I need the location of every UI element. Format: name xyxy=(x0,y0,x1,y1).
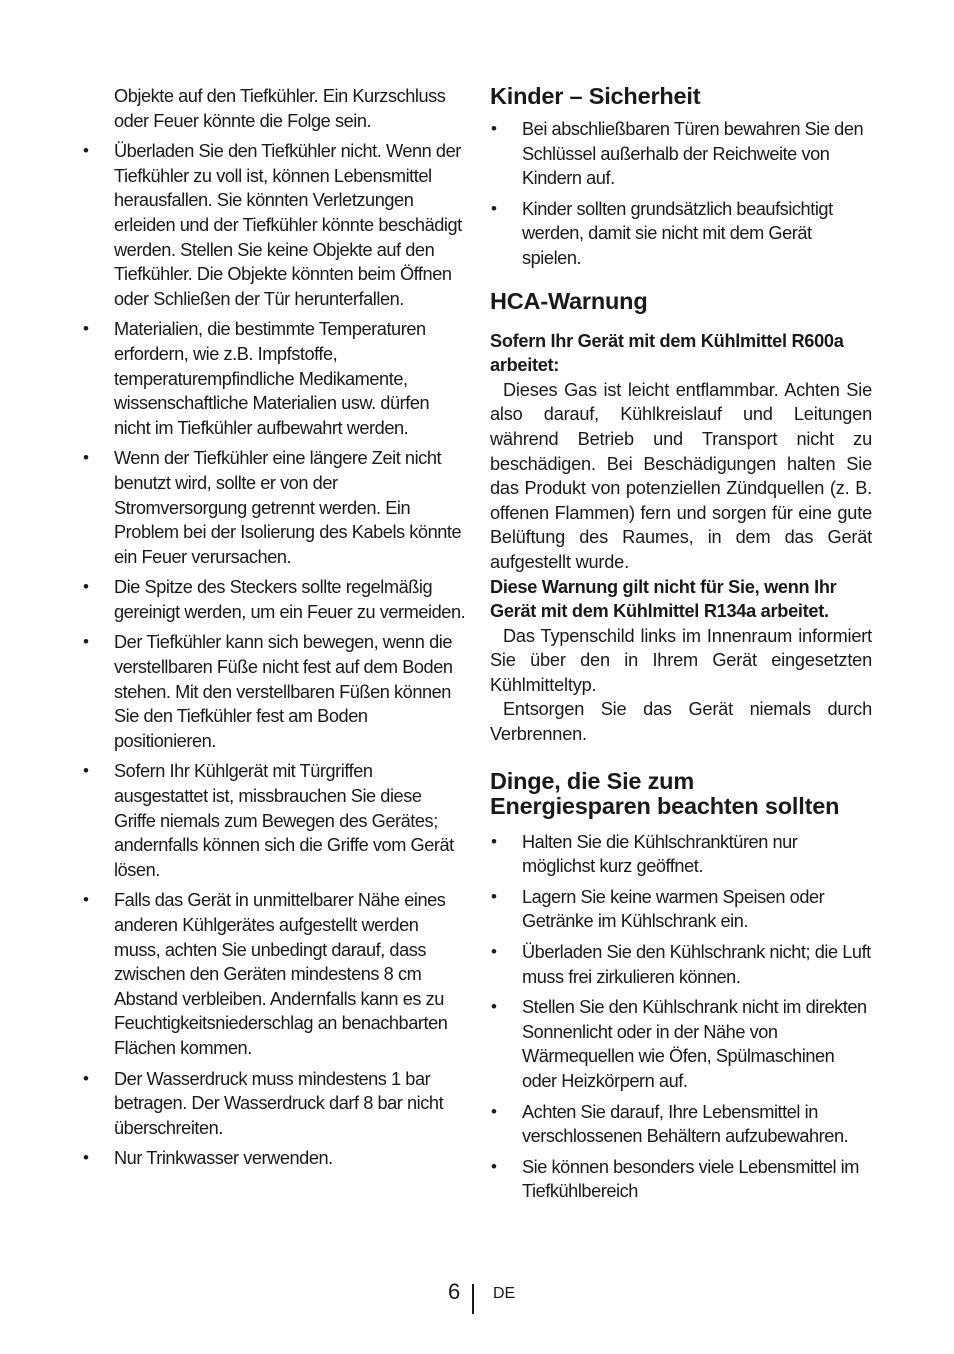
list-item: • Achten Sie darauf, Ihre Lebensmittel in verschlossenen Behältern aufzubewahren. xyxy=(490,1100,872,1149)
hca-bold-r134a: Diese Warnung gilt nicht für Sie, wenn Ihr Gerät mit dem Kühlmittel R134a arbeitet. xyxy=(490,576,837,622)
hca-bold-r600a: Sofern Ihr Gerät mit dem Kühlmittel R600a arbeitet: xyxy=(490,330,844,376)
list-item: • Lagern Sie keine warmen Speisen oder Getränke im Kühlschrank ein. xyxy=(490,885,872,934)
continuation-text: Objekte auf den Tiefkühler. Ein Kurzschluss oder Feuer könnte die Folge sein. xyxy=(114,86,446,131)
list-item: • Bei abschließbaren Türen bewahren Sie den Schlüssel außerhalb der Reichweite von Kindern auf. xyxy=(490,117,872,191)
list-item: • Falls das Gerät in unmittelbarer Nähe eines anderen Kühlgerätes aufgestellt werden muss, achten Sie unbedingt darauf, dass zwischen den Geräten mindestens 8 cm Abstand verbleiben. Andernfalls kann es zu Feuchtigkeitsniederschlag an benachbarten Flächen kommen. xyxy=(82,888,466,1060)
safety-list xyxy=(82,139,466,1171)
right-column xyxy=(490,84,872,1204)
list-item: • Der Wasserdruck muss mindestens 1 bar betragen. Der Wasserdruck darf 8 bar nicht überschreiten. xyxy=(82,1067,466,1141)
language-code: DE xyxy=(493,1285,516,1302)
list-item: • Materialien, die bestimmte Temperaturen erfordern, wie z.B. Impfstoffe, temperaturempfindliche Medikamente, wissenschaftliche Materialien usw. dürfen nicht im Tiefkühler aufbewahrt werden. xyxy=(82,317,466,440)
kinder-heading: Kinder – Sicherheit xyxy=(490,83,701,109)
hca-entsorgen-paragraph: Entsorgen Sie das Gerät niemals durch Verbrennen. xyxy=(490,699,872,745)
energie-list xyxy=(490,830,872,1204)
left-column xyxy=(82,84,466,1171)
energie-heading-line1: Dinge, die Sie zum xyxy=(490,767,695,794)
list-item: • Sofern Ihr Kühlgerät mit Türgriffen ausgestattet ist, missbrauchen Sie diese Griffe niemals zum Bewegen des Gerätes; andernfalls können sich die Griffe vom Gerät lösen. xyxy=(82,759,466,882)
page-number: 6 xyxy=(448,1279,461,1304)
footer-divider xyxy=(472,1284,474,1314)
list-item: • Überladen Sie den Tiefkühler nicht. Wenn der Tiefkühler zu voll ist, können Lebensmittel herausfallen. Sie könnten Verletzungen erleiden und der Tiefkühler könnte beschädigt werden. Stellen Sie keine Objekte auf den Tiefkühler. Die Objekte könnten beim Öffnen oder Schließen der Tür herunterfallen. xyxy=(82,139,466,311)
list-item: • Kinder sollten grundsätzlich beaufsichtigt werden, damit sie nicht mit dem Gerät spielen. xyxy=(490,197,872,271)
kinder-list xyxy=(490,117,872,271)
list-item: • Überladen Sie den Kühlschrank nicht; die Luft muss frei zirkulieren können. xyxy=(490,940,872,989)
list-item: • Halten Sie die Kühlschranktüren nur möglichst kurz geöffnet. xyxy=(490,830,872,879)
hca-typenschild-paragraph: Das Typenschild links im Innenraum informiert Sie über den in Ihrem Gerät eingesetzten Kühlmitteltyp. xyxy=(490,625,872,695)
list-item: • Wenn der Tiefkühler eine längere Zeit nicht benutzt wird, sollte er von der Stromversorgung getrennt werden. Ein Problem bei der Isolierung des Kabels könnte ein Feuer verursachen. xyxy=(82,446,466,569)
hca-paragraph: Dieses Gas ist leicht entflammbar. Achten Sie also darauf, Kühlkreislauf und Leitungen während Betrieb und Transport nicht zu beschädigen. Bei Beschädigungen halten Sie das Produkt von potenziellen Zündquellen (z. B. offenen Flammen) fern und sorgen für eine gute Belüftung des Raumes, in dem das Gerät aufgestellt wurde. xyxy=(490,379,872,572)
hca-heading: HCA-Warnung xyxy=(490,287,648,314)
energie-heading xyxy=(490,769,872,819)
list-item: • Sie können besonders viele Lebensmittel im Tiefkühlbereich xyxy=(490,1155,872,1204)
list-item: • Die Spitze des Steckers sollte regelmäßig gereinigt werden, um ein Feuer zu vermeiden. xyxy=(82,575,466,624)
list-item: • Der Tiefkühler kann sich bewegen, wenn die verstellbaren Füße nicht fest auf dem Boden stehen. Mit den verstellbaren Füßen können Sie den Tiefkühler fest am Boden positionieren. xyxy=(82,630,466,753)
list-item: • Nur Trinkwasser verwenden. xyxy=(82,1146,466,1171)
energie-heading-line2: Energiesparen beachten sollten xyxy=(490,792,840,819)
list-item: • Stellen Sie den Kühlschrank nicht im direkten Sonnenlicht oder in der Nähe von Wärmequellen wie Öfen, Spülmaschinen oder Heizkörpern auf. xyxy=(490,995,872,1093)
